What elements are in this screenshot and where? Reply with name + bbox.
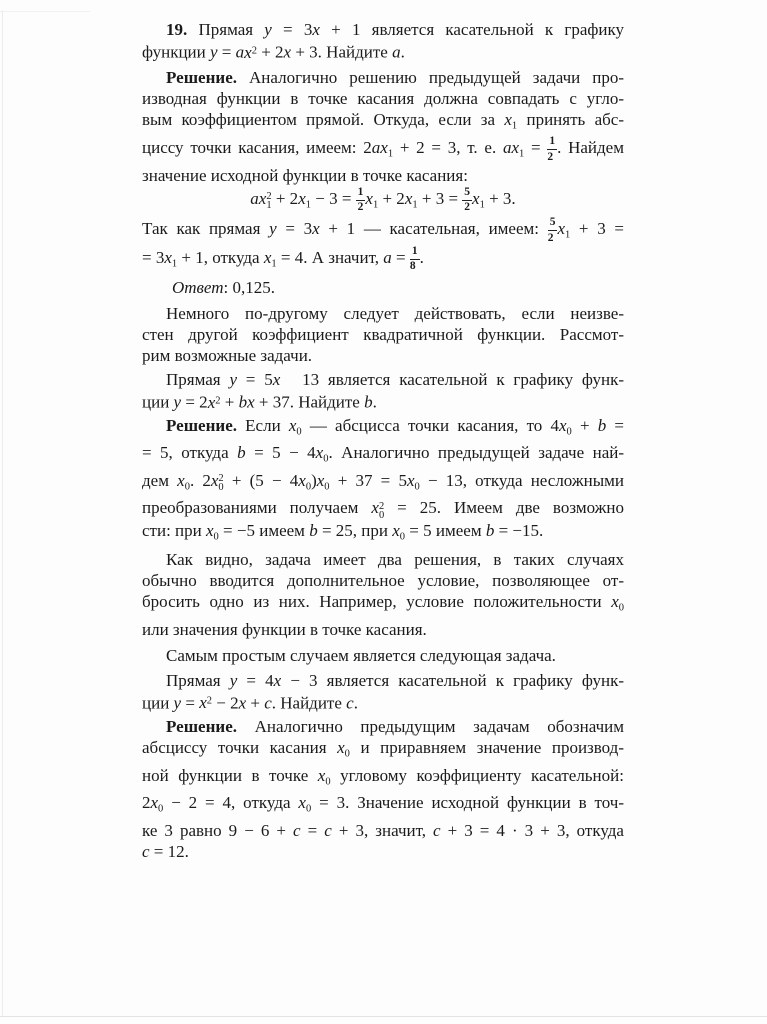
text-run: = 25, при [317,520,393,540]
italic-run: Ответ [172,278,224,297]
text-run: Прямая [166,370,230,389]
text-run: стен другой коэффициент квадратичной функции. Рассмот- [142,325,624,344]
solution-b [142,415,624,548]
variable-base: x [298,188,306,208]
subscript: 0 [305,803,312,815]
text-run: = −5 имеем [218,520,310,540]
math-variable [264,248,277,267]
math-variable [405,189,418,208]
text-run: изводная функции в точке касания должна совпадать с угло- [142,88,624,108]
subscript: 0 [399,531,406,542]
text-run: дем [142,470,178,490]
math-variable [407,471,420,490]
subscript: 1 [271,258,277,269]
text-run: . Найдите [271,693,347,712]
italic-run: x [283,42,292,62]
note-two-solutions [142,549,624,640]
text-run: и приравняем значение производ- [349,738,624,757]
tangent-continuation [142,217,624,274]
math-variable [504,110,517,129]
variable-base: x [210,470,219,490]
italic-run: c [142,841,150,861]
math-variable [472,189,485,208]
subscript: 1 [564,229,571,241]
text-run: . 2 [189,470,211,490]
text-line [142,670,624,691]
text-line [142,40,624,63]
text-run: . Найдем [557,138,624,157]
text-line [142,442,624,470]
superscript: 2 [215,395,221,406]
text-run: − 3 является касательной к графику функ- [281,670,624,690]
italic-run: x [273,670,282,690]
text-run: + 3. Найдите [291,42,393,62]
text-line [142,716,624,737]
text-line [142,570,624,591]
variable-base: x [298,470,306,490]
variable-base: x [263,247,272,267]
variable-base: x [559,415,567,435]
italic-run: x [312,20,320,39]
text-run: = 25. Имеем две возможно [384,498,624,517]
italic-run: y [229,370,237,389]
math-variable [258,188,272,211]
italic-run: b [237,443,246,462]
math-variable [392,521,405,540]
italic-run: c [346,693,354,712]
text-line [142,136,624,165]
math-variable [199,693,212,712]
subscript: 0 [378,509,385,521]
text-line [142,497,624,520]
variable-base: x [511,138,520,157]
fraction [462,187,472,214]
text-run: + 37 = 5 [329,470,407,490]
text-run: обычно вводится дополнительное условие, позволяющее от- [142,571,624,590]
text-run: + 2 [256,42,284,62]
solution-c [142,716,624,862]
italic-run: a [235,42,245,62]
text-run: = 12. [149,841,189,861]
text-line [142,520,624,548]
text-run: сти: при [142,520,206,540]
text-line [142,165,624,186]
text-run: Немного по-другому следует действовать, если неизве- [166,304,624,323]
text-line [142,390,624,413]
text-run: + 1, откуда [177,247,264,267]
text-line [142,415,624,443]
text-line [142,369,624,390]
variable-base: x [316,470,325,490]
scan-edge-bottom [0,1016,767,1017]
math-variable [298,189,311,208]
math-variable [511,138,525,160]
text-run: принять абс- [517,109,624,129]
text-run: − 2 [211,693,239,712]
fraction-numerator: 1 [547,136,557,150]
variable-base: x [207,392,216,412]
variable-base: x [199,693,207,712]
bold-run: Решение. [166,67,237,87]
text-run: = [606,415,624,435]
subscript: 0 [305,481,312,492]
display-equation [142,187,624,216]
subscript: 0 [158,803,164,815]
text-run: бросить одно из них. Например, условие положительности [142,592,612,611]
variable-base: x [258,188,267,208]
italic-run: b [309,520,318,540]
text-run: угловому коэффициенту касательной: [330,765,624,785]
text-run: ке 3 равно 9 − 6 + [142,820,294,840]
text-run: = [217,42,236,62]
text-line [142,765,624,793]
text-run: = [391,247,410,267]
fraction-denominator: 8 [409,260,416,272]
italic-run: x [312,219,320,238]
text-line [142,303,624,324]
subscript: 1 [519,148,525,160]
math-variable [150,793,164,815]
subscript: 0 [213,531,219,542]
text-line [142,737,624,765]
variable-base: x [404,188,413,208]
subscript: 1 [171,258,178,269]
italic-run: x [238,693,247,712]
text-run: + 37. Найдите [254,392,365,412]
superscript: 2 [206,695,212,707]
italic-run: bx [238,392,255,412]
text-run: = 3 [142,247,165,267]
bold-run: 19. [166,20,188,39]
subscript: 0 [218,482,224,493]
subscript: 1 [266,200,272,211]
text-run: . [372,392,377,412]
scan-edge-left [2,10,3,1016]
text-run: + 1 является касательной к графику [319,20,625,39]
variable-base: x [611,592,619,611]
text-run: = 5 имеем [405,520,486,540]
text-run: ции [142,693,174,712]
variable-base: x [206,520,214,540]
math-variable [298,793,312,815]
text-run: преобразованиями получаем [142,498,372,517]
text-run: + [571,415,598,435]
text-run: + 2 = 3, т. е. [393,138,503,157]
variable-base: x [164,247,172,267]
subscript: 1 [305,199,311,210]
text-run: + 3 = 4 · 3 + 3, откуда [440,820,624,840]
text-line [142,549,624,570]
math-variable [210,470,224,493]
subscript: 1 [412,199,418,210]
variable-base: x [406,470,415,490]
subscript: 1 [372,199,379,210]
math-variable [559,416,572,435]
text-run: = [300,820,325,840]
text-line [142,645,624,666]
math-variable [164,248,177,267]
variable-base: x [392,520,400,540]
text-run: ной функции в точке [142,765,318,785]
subscript: 0 [414,481,420,492]
math-variable [371,498,385,521]
fraction-denominator: 2 [547,150,554,163]
text-line [142,246,624,275]
answer-19 [142,277,624,298]
text-run: = [181,693,200,712]
italic-run: x [272,370,281,389]
text-line [142,470,624,498]
math-variable [318,766,331,785]
text-run: − 13, откуда несложными [419,470,624,490]
text-run: + 2 [378,188,405,208]
text-run: = 4. А значит, [276,247,384,267]
text-line [142,109,624,137]
text-run: — абсцисса точки касания, то 4 [301,415,559,435]
fraction-numerator: 5 [548,217,558,231]
text-run: = 3 [271,20,313,39]
subscript: 0 [325,776,331,787]
text-line [142,217,624,246]
subscript: 0 [344,748,350,760]
text-run: = 5 − 4 [245,443,316,462]
text-run: ) [311,470,317,490]
italic-run: y [269,219,277,238]
math-variable [380,138,394,160]
text-line [142,67,624,88]
text-line [142,277,624,298]
subscript: 0 [566,426,572,437]
text-line [142,841,624,862]
problem-c [142,670,624,714]
math-variable [208,393,221,412]
text-run: + 3, значит, [331,820,434,840]
variable-base: x [472,188,480,208]
italic-run: a [392,42,401,62]
math-variable [365,189,378,208]
text-run: − 2 = 4, откуда [163,793,299,812]
note-other-coefficient [142,303,624,366]
italic-run: y [229,670,238,690]
text-line [142,187,624,216]
text-line [142,619,624,640]
text-run: значение исходной функции в точке касания: [142,165,468,185]
text-run: . [419,247,424,267]
fraction-denominator: 2 [357,201,364,213]
note-simplest-case [142,645,624,666]
text-line [142,19,624,40]
subscript: 0 [323,453,329,465]
text-run: Прямая [187,20,265,39]
text-run: = 5 [236,370,273,389]
subscript: 0 [324,481,330,492]
text-run: Аналогично предыдущим задачам обозначим [237,717,624,736]
text-run: абсциссу точки касания [142,738,338,757]
text-run: = 5, откуда [142,443,238,462]
italic-run: a [502,138,512,157]
italic-run: y [173,693,182,712]
variable-base: x [150,793,159,812]
subscript: 1 [479,199,485,210]
italic-run: y [264,20,272,39]
text-run: или значения функции в точке касания. [142,619,427,639]
text-run: + 3 = [417,188,463,208]
text-run: Как видно, задача имеет два решения, в таких случаях [166,550,624,569]
text-line [142,691,624,714]
fraction [547,136,557,163]
superscript: 2 [218,473,224,484]
fraction-denominator: 2 [464,201,471,213]
superscript: 2 [378,500,385,512]
text-line [142,88,624,109]
variable-base: x [337,738,345,757]
solution-19 [142,67,624,186]
variable-base: x [504,109,512,129]
text-column [142,19,624,862]
italic-run: a [383,247,392,267]
italic-run: a [371,138,381,157]
text-run: Если [237,415,289,435]
scan-edge-top [0,11,90,12]
text-run: 13 является касательной к графику функ- [293,370,624,389]
text-run: + 1 — касательная, имеем: [319,219,548,238]
bold-run: Решение. [166,717,237,736]
text-line [142,345,624,366]
text-run: Так как прямая [142,219,270,238]
superscript: 2 [251,45,257,56]
math-variable [337,738,350,760]
subscript: 0 [618,602,624,614]
variable-base: x [380,138,388,157]
text-run: + [246,693,265,712]
text-run: ции [142,392,174,412]
italic-run: c [264,693,272,712]
fraction [410,246,420,273]
math-variable [244,43,257,62]
subscript: 1 [511,120,518,131]
italic-run: c [433,820,441,840]
text-run: = 4 [237,670,274,690]
math-variable [557,219,571,241]
text-line [142,820,624,841]
variable-base: x [315,443,324,462]
variable-base: x [557,219,565,238]
italic-run: y [210,42,218,62]
variable-base: x [288,415,297,435]
text-run: + 2 [271,188,299,208]
text-run: Самым простым случаем является следующая задача. [166,645,556,665]
italic-run: b [364,392,373,412]
italic-run: c [324,820,332,840]
text-run: = [524,138,548,157]
variable-base: x [298,793,306,812]
text-run: = 2 [181,392,208,412]
text-line [142,792,624,820]
text-run: функции [142,42,210,62]
variable-base: x [317,765,326,785]
fraction-numerator: 5 [462,187,472,201]
math-variable [611,592,624,614]
fraction-denominator: 2 [547,231,554,244]
subscript: 0 [184,481,190,492]
subscript: 0 [296,426,302,437]
subscript: 1 [387,148,394,160]
text-run: Прямая [166,670,230,690]
math-variable [317,471,330,490]
bold-run: Решение. [166,415,237,435]
fraction-numerator: 1 [410,246,420,260]
text-run: . [400,42,405,62]
math-variable [206,521,219,540]
text-run: . Аналогично предыдущей задаче най- [328,443,624,462]
text-run: Аналогично решению предыдущей задачи про- [237,67,624,87]
text-run: + 3. [484,188,516,208]
math-variable [289,416,302,435]
fraction-numerator: 1 [356,187,366,201]
text-run: − 3 = [310,188,356,208]
italic-run: b [597,415,607,435]
math-variable [177,471,190,490]
italic-run: a [250,188,259,208]
variable-base: x [177,470,185,490]
text-run: циссу точки касания, имеем: 2 [142,138,372,157]
italic-run: y [173,392,182,412]
text-run: = −15. [494,520,544,540]
problem-19 [142,19,624,63]
italic-run: b [485,520,495,540]
text-run: = 3. Значение исходной функции в точ- [311,793,624,812]
text-run: + [220,392,239,412]
text-run: . [353,693,358,712]
fraction [356,187,366,214]
fraction [548,217,558,244]
text-run: : 0,125. [223,278,276,297]
text-run: + 3 = [570,219,624,238]
problem-b [142,369,624,413]
italic-run: c [293,820,301,840]
text-line [142,591,624,619]
text-run: рим возможные задачи. [142,346,313,365]
variable-base: x [244,42,252,62]
text-run: 2 [142,793,151,812]
text-run: вым коэффициентом прямой. Откуда, если за [142,109,505,129]
math-variable [298,471,311,490]
text-run: + (5 − 4 [223,470,299,490]
variable-base: x [365,188,373,208]
text-run: = 3 [276,219,313,238]
variable-base: x [371,498,379,517]
text-line [142,324,624,345]
math-variable [315,443,329,465]
superscript: 2 [266,191,272,202]
